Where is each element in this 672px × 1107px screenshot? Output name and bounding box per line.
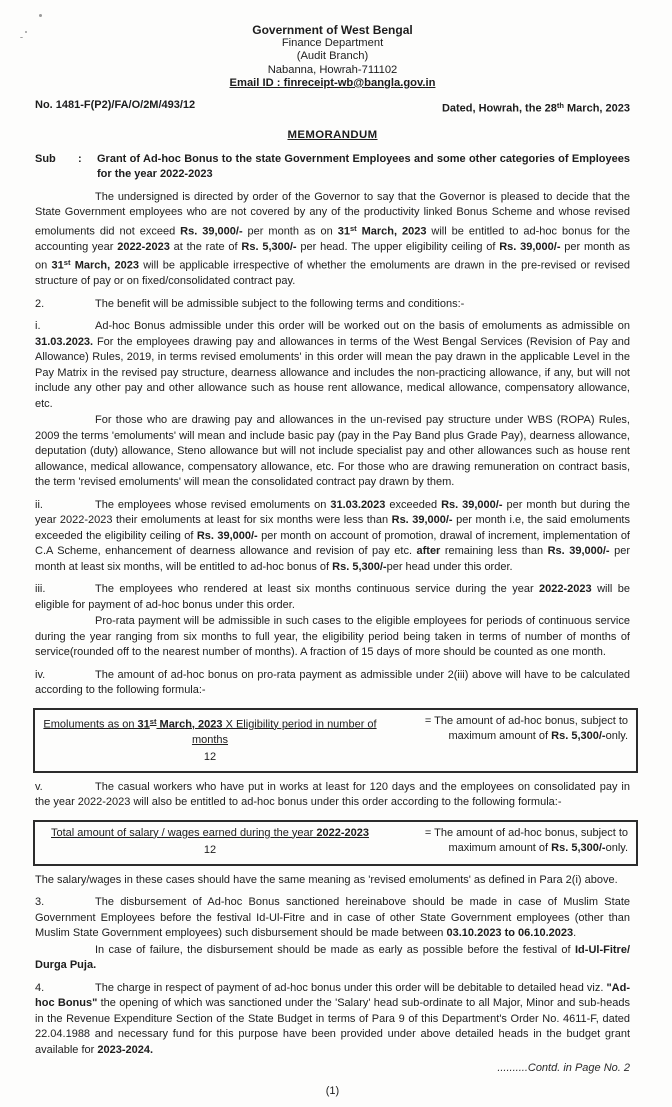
text-segment: Rs. 39,000/-: [499, 240, 561, 253]
text-segment: per month at least six months, will be entitled to ad-hoc bonus of: [35, 545, 630, 573]
text-segment: 31.03.2023.: [35, 335, 94, 348]
page-number: (1): [325, 1084, 340, 1097]
paragraph: [35, 943, 630, 974]
text-segment: The undersigned is directed by order of the Governor to say that the Governor is pleased to decide that the State Government employees who are not covered by any of the productivity linked Bonus Scheme and whose revised emoluments did not exceed: [35, 190, 630, 238]
text-segment: after: [416, 545, 441, 558]
paragraph: [35, 981, 630, 1059]
text-segment: will be entitled to ad-hoc bonus for the accounting year: [35, 225, 630, 253]
text-segment: only.: [605, 842, 628, 855]
text-segment: per month i.e, the said emoluments exceeded the eligibility ceiling of: [35, 514, 630, 542]
text-segment: March, 2023: [156, 718, 223, 731]
text-segment: The disbursement of Ad-hoc Bonus sanctioned hereinabove should be made in case of Muslim State Government Employees before the festival Id-Ul-Fitre and in case of other State Government employees (other than Muslim State Government employees) such disbursement should be made between: [35, 896, 630, 940]
text-segment: per month but during the year 2022-2023 their emoluments at least for six months were less than: [35, 498, 630, 527]
text-segment: Rs. 5,300/-: [332, 560, 387, 573]
text-segment: only.: [605, 730, 628, 743]
text-segment: 31: [337, 225, 350, 238]
paragraph: [35, 319, 630, 412]
text-segment: Rs. 39,000/-: [196, 529, 258, 542]
letterhead: [35, 24, 630, 90]
text-segment: Rs. 39,000/-: [441, 498, 503, 511]
text-segment: Pro-rata payment will be admissible in such cases to the eligible employees for periods of continuous service during the year ranging from six months to full year, the eligibility period being taken in terms of number of months of service(rounded off to the nearest number of months). A fraction of 15 days of more should be counted as one month.: [35, 615, 630, 659]
ref-number: No. 1481-F(P2)/FA/O/2M/493/12: [35, 99, 196, 112]
paragraph: [35, 668, 630, 699]
text-segment: March, 2023: [356, 225, 427, 238]
paragraph: [35, 895, 630, 942]
text-segment: For those who are drawing pay and allowances in the un-revised pay structure under WBS (ROPA) Rules, 2009 the terms 'emoluments' will mean and include basic pay (pay in the Pay Band plus Grade Pay), dearness allowance, deputation (duty) allowance, Steno allowance but will not include specialist pay and other allowances such as house rent allowance, medical allowance, compensatory allowance, etc. For those who are drawing remuneration on contract basis, the term 'revised emoluments' will mean the consolidated contract pay drawn by them.: [35, 414, 630, 489]
letterhead-branch: (Audit Branch): [296, 50, 369, 63]
text-segment: per month as on: [242, 225, 338, 238]
text-segment: Rs. 5,300/-: [241, 240, 297, 253]
text-segment: at the rate of: [169, 240, 242, 253]
scan-speck: [25, 31, 27, 33]
text-segment: th: [556, 101, 564, 111]
text-segment: The benefit will be admissible subject to the following terms and conditions:-: [95, 297, 465, 310]
formula-denominator: 12: [203, 844, 217, 857]
paragraph: [35, 582, 630, 613]
text-segment: exceeded: [385, 498, 442, 511]
formula-box: [33, 708, 638, 773]
text-segment: Rs. 5,300/-: [551, 730, 606, 743]
formula-fraction: [35, 826, 385, 859]
text-segment: Total amount of salary / wages earned during the year: [51, 826, 317, 839]
ref-date: [442, 98, 630, 117]
formula-result-line2: [385, 729, 628, 745]
text-segment: maximum amount of: [448, 842, 552, 855]
text-segment: The amount of ad-hoc bonus on pro-rata payment as admissible under 2(iii) above will have to be calculated according to the following formula:-: [35, 668, 630, 697]
memo-title: MEMORANDUM: [287, 129, 378, 142]
paragraph: [35, 780, 630, 811]
subject-label: Sub: [35, 152, 56, 165]
text-segment: 03.10.2023 to 06.10.2023: [446, 927, 574, 940]
subject-colon: :: [78, 152, 82, 165]
text-segment: The casual workers who have put in works at least for 120 days and the employees on consolidated pay in the year 2022-2023 will also be entitled to ad-hoc bonus under this order according to the following formula:-: [35, 780, 630, 809]
paragraph: [35, 297, 630, 313]
formula-box: [33, 820, 638, 866]
text-segment: Ad-hoc Bonus admissible under this order will be worked out on the basis of emoluments as admissible on: [95, 320, 630, 333]
text-segment: per head under this order.: [386, 560, 513, 573]
text-segment: .: [573, 927, 577, 940]
text-segment: will be eligible for payment of ad-hoc bonus under this order.: [35, 583, 631, 611]
text-segment: will be applicable irrespective of whether the emoluments are drawn in the pre-revised or revised structure of pay or on fixed/consolidated contract pay.: [35, 259, 630, 288]
paragraph-label: 3.: [35, 896, 45, 909]
paragraph-label: ii.: [35, 498, 43, 511]
text-segment: The charge in respect of payment of ad-hoc bonus under this order will be debitable to detailed head viz.: [95, 981, 607, 994]
paragraph: [35, 873, 630, 889]
text-segment: the opening of which was sanctioned under the 'Salary' head sub-ordinate to all Major, Minor and sub-heads in the Revenue Expenditure Section of the State Budget in terms of Para 9 of this Department's Order No. 4611-F, dated 22.04.1988 and necessary fund for this purpose have been provided under above detailed heads in the budget grant available for: [35, 997, 631, 1056]
text-segment: st: [149, 716, 157, 726]
paragraph-label: v.: [35, 780, 43, 793]
formula-denominator: 12: [203, 751, 217, 764]
scan-speck: [39, 14, 42, 17]
scan-speck: [20, 37, 23, 38]
letterhead-dept: Finance Department: [281, 37, 384, 50]
text-segment: 2022-2023: [316, 826, 369, 839]
text-segment: per month on account of promotion, drawal of increment, implementation of C.A Scheme, enhancement of dearness allowance and revision of pay etc.: [35, 529, 630, 558]
paragraph: [35, 190, 630, 290]
paragraph: [35, 413, 630, 491]
formula-numerator: [35, 826, 385, 842]
subject-line: [35, 152, 630, 183]
formula-result-line1: [385, 826, 628, 842]
reference-row: [35, 98, 630, 117]
paragraph-label: 4.: [35, 981, 45, 994]
text-segment: March, 2023: [563, 102, 630, 115]
text-segment: st: [349, 223, 357, 233]
text-segment: = The amount of ad-hoc bonus, subject to: [424, 826, 628, 839]
text-segment: 31.03.2023: [330, 498, 386, 511]
text-segment: Rs. 39,000/-: [547, 545, 610, 558]
text-segment: The employees whose revised emoluments on: [95, 498, 331, 511]
text-segment: 31: [137, 718, 150, 731]
formula-result-line1: [385, 714, 628, 730]
text-segment: 2023-2024.: [97, 1043, 154, 1056]
text-segment: st: [63, 258, 71, 268]
paragraph-label: i.: [35, 320, 41, 333]
text-segment: 2022-2023: [539, 583, 592, 596]
text-segment: In case of failure, the disbursement should be made as early as possible before the festival of: [95, 943, 575, 956]
text-segment: Dated, Howrah, the 28: [441, 102, 557, 115]
paragraph-label: iv.: [35, 668, 46, 681]
text-segment: maximum amount of: [448, 730, 552, 743]
formula-result: [385, 826, 628, 857]
contd-note: ..........Contd. in Page No. 2: [497, 1062, 630, 1075]
text-segment: "Ad-hoc Bonus": [35, 981, 630, 1010]
text-segment: remaining less than: [440, 545, 548, 558]
letterhead-address: Nabanna, Howrah-711102: [267, 63, 398, 76]
text-segment: Id-Ul-Fitre/ Durga Puja.: [35, 943, 630, 972]
text-segment: The salary/wages in these cases should have the same meaning as 'revised emoluments' as defined in Para 2(i) above.: [35, 873, 618, 886]
text-segment: Rs. 5,300/-: [551, 842, 606, 855]
text-segment: = The amount of ad-hoc bonus, subject to: [424, 714, 628, 727]
paragraph: [35, 614, 630, 661]
letterhead-org: Government of West Bengal: [252, 23, 413, 37]
formula-fraction: [35, 714, 385, 766]
text-segment: X Eligibility period in number of months: [191, 718, 377, 746]
letterhead-email: Email ID : finreceipt-wb@bangla.gov.in: [229, 76, 436, 89]
text-segment: March, 2023: [70, 259, 139, 272]
text-segment: Emoluments as on: [43, 718, 138, 731]
formula-numerator: [35, 714, 385, 749]
text-segment: Rs. 39,000/-: [180, 225, 243, 238]
paragraph-label: 2.: [35, 297, 45, 310]
formula-result: [385, 714, 628, 745]
paragraph: [35, 498, 630, 576]
text-segment: 2022-2023: [117, 240, 170, 253]
formula-result-line2: [385, 841, 628, 857]
text-segment: For the employees drawing pay and allowances in terms of the West Bengal Services (Revision of Pay and Allowance) Rules, 2019, in terms revised emoluments' in this order will mean the pay drawn in the applicable Level in the Pay Matrix in the revised pay structure, dearness allowance and includes the non-practicing allowance, if any, but will not include any other pay and other allowance such as house rent allowance, medical allowance, compensatory allowance, etc.: [35, 335, 630, 410]
paragraph-label: iii.: [35, 583, 46, 596]
text-segment: The employees who rendered at least six months continuous service during the year: [95, 583, 540, 596]
text-segment: per head. The upper eligibility ceiling of: [296, 240, 500, 253]
text-segment: Rs. 39,000/-: [391, 514, 453, 527]
subject-text: Grant of Ad-hoc Bonus to the state Government Employees and some other categories of Employees for the year 2022-2023: [97, 152, 630, 181]
document-paragraphs: [35, 190, 630, 1059]
text-segment: 31: [51, 259, 64, 272]
text-segment: per month as on: [35, 240, 630, 272]
